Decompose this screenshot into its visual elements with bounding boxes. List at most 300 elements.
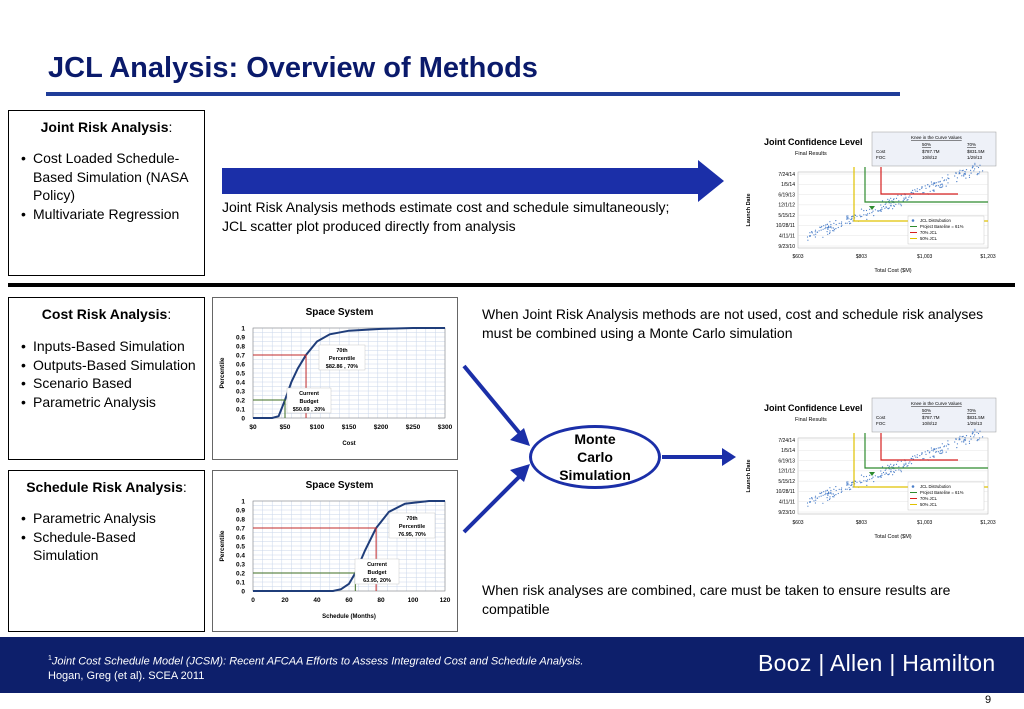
jcl-point	[841, 223, 842, 224]
y-tick-label: 7/24/14	[778, 437, 795, 444]
jcl-point	[807, 236, 808, 237]
chart-subtitle: Final Results	[795, 417, 827, 423]
jcl-point	[821, 496, 822, 497]
y-tick-label: 0.6	[235, 361, 245, 369]
jcl-point	[859, 481, 860, 482]
jcl-point	[880, 470, 881, 471]
jcl-point	[898, 469, 899, 470]
knee-table-header: Knee in the Curve Values	[911, 135, 962, 140]
knee-table-col: 70%	[967, 142, 977, 147]
jcl-point	[815, 231, 816, 232]
jcl-point	[908, 197, 909, 198]
jcl-point	[961, 175, 962, 176]
x-tick-label: $1,203	[980, 520, 996, 526]
jcl-point	[827, 490, 828, 491]
jcl-point	[821, 230, 822, 231]
y-tick-label: 5/15/12	[778, 478, 795, 485]
jcl-point	[827, 234, 828, 235]
jcl-point	[815, 502, 816, 503]
jcl-point	[872, 211, 873, 212]
jcl-point	[972, 165, 973, 166]
knee-table-cell: 1/29/13	[967, 155, 983, 160]
jcl-point	[822, 503, 823, 504]
jcl-point	[901, 461, 902, 462]
jcl-point	[894, 472, 895, 473]
y-tick-label: 0.4	[235, 379, 245, 387]
jcl-point	[887, 208, 888, 209]
jcl-point	[923, 192, 924, 193]
jcl-point	[959, 170, 960, 171]
knee-table-cell: 1/29/13	[967, 421, 983, 426]
jcl-point	[919, 189, 920, 190]
list-item: • Outputs-Based Simulation	[23, 356, 204, 375]
jcl-point	[841, 491, 842, 492]
jcl-point	[833, 493, 834, 494]
jcl-point	[860, 216, 861, 217]
jcl-point	[867, 213, 868, 214]
budget-annotation: Budget	[367, 570, 387, 576]
jcl-point	[815, 236, 816, 237]
jcl-point	[830, 224, 831, 225]
jcl-point	[933, 191, 934, 192]
jcl-point	[882, 466, 883, 467]
jcl-point	[882, 200, 883, 201]
jcl-point	[900, 470, 901, 471]
y-axis-label: Launch Date	[746, 459, 752, 493]
jcl-point	[965, 444, 966, 445]
jcl-point	[880, 204, 881, 205]
jcl-point	[963, 441, 964, 442]
jcl-point	[811, 231, 812, 232]
jcl-point	[827, 231, 828, 232]
jcl-point	[815, 497, 816, 498]
jcl-point	[901, 205, 902, 206]
jcl-point	[948, 178, 949, 179]
jcl-point	[825, 493, 826, 494]
knee-table-cell: $831.5M	[967, 149, 985, 154]
x-axis-label: Schedule (Months)	[322, 614, 376, 620]
jcl-point	[881, 209, 882, 210]
jcl-point	[813, 500, 814, 501]
jcl-point	[892, 474, 893, 475]
jcl-point	[819, 493, 820, 494]
jcl-point	[885, 204, 886, 205]
jcl-point	[933, 184, 934, 185]
jcl-point	[969, 175, 970, 176]
list-item: • Multivariate Regression	[23, 205, 204, 224]
jcl-point	[875, 475, 876, 476]
x-tick-label: 100	[407, 597, 419, 604]
y-axis-label: Launch Date	[746, 193, 752, 227]
jcl-point	[948, 444, 949, 445]
jcl-point	[896, 464, 897, 465]
jcl-point	[850, 489, 851, 490]
jcl-point	[959, 173, 960, 174]
x-tick-label: 80	[377, 597, 385, 604]
jcl-point	[946, 179, 947, 180]
jcl-point	[881, 477, 882, 478]
joint-risk-list	[9, 149, 204, 223]
knee-table-cell: 10/8/12	[922, 421, 938, 426]
jcl-point	[863, 214, 864, 215]
jcl-point	[869, 479, 870, 480]
knee-table-col: 50%	[922, 142, 932, 147]
jcl-point	[829, 230, 830, 231]
jcl-point	[826, 227, 827, 228]
jcl-point	[938, 451, 939, 452]
jcl-point	[978, 433, 979, 434]
schedule-s-curve-chart	[212, 470, 458, 632]
jcl-point	[820, 227, 821, 228]
jcl-point	[925, 454, 926, 455]
jcl-point	[893, 465, 894, 466]
jcl-point	[847, 217, 848, 218]
jcl-point	[833, 230, 834, 231]
y-tick-label: 0	[241, 415, 245, 423]
jcl-point	[848, 484, 849, 485]
joint-risk-box	[8, 110, 205, 276]
jcl-point	[947, 448, 948, 449]
knee-table-cell: $787.7M	[922, 415, 940, 420]
jcl-point	[828, 227, 829, 228]
jcl-point	[885, 470, 886, 471]
jcl-point	[883, 206, 884, 207]
jcl-point	[807, 240, 808, 241]
jcl-point	[832, 496, 833, 497]
jcl-point	[896, 198, 897, 199]
jcl-point	[898, 200, 899, 201]
y-tick-label: 1	[241, 325, 245, 333]
title-underline	[46, 92, 900, 96]
jcl-point	[841, 489, 842, 490]
jcl-point	[847, 484, 848, 485]
x-tick-label: $603	[792, 520, 804, 526]
knee-table-cell: $831.5M	[967, 415, 985, 420]
y-tick-label: 1/5/14	[781, 182, 795, 189]
jcl-point	[847, 489, 848, 490]
jcl-point	[943, 180, 944, 181]
jcl-point	[892, 208, 893, 209]
jcl-point	[821, 226, 822, 227]
jcl-point	[865, 480, 866, 481]
p70-annotation: Percentile	[328, 356, 356, 362]
jcl-point	[966, 435, 967, 436]
knee-table-cell: $787.7M	[922, 149, 940, 154]
y-tick-label: 10/28/11	[775, 489, 795, 496]
jcl-point	[959, 437, 960, 438]
jcl-point	[869, 213, 870, 214]
jcl-point	[936, 182, 937, 183]
jcl-point	[827, 224, 828, 225]
jcl-point	[897, 195, 898, 196]
jcl-point	[931, 447, 932, 448]
jcl-point	[906, 466, 907, 467]
y-tick-label: 0.9	[235, 507, 245, 515]
x-tick-label: $0	[249, 424, 257, 431]
jcl-point	[835, 220, 836, 221]
jcl-point	[933, 190, 934, 191]
budget-annotation: 63.95, 20%	[363, 578, 391, 584]
jcl-point	[911, 192, 912, 193]
jcl-point	[909, 195, 910, 196]
jcl-point	[974, 429, 975, 430]
jcl-point	[931, 184, 932, 185]
footnote: $^1$Joint Cost Schedule Model (JCSM): Recent AFCAA Efforts to Assess Integrated Cost and Schedule Analysis. Hogan, Greg (et al). SCEA 2011	[48, 655, 584, 682]
jcl-point	[829, 487, 830, 488]
jcl-point	[978, 167, 979, 168]
legend-entry: 70% JCL	[920, 496, 937, 501]
jcl-point	[970, 436, 971, 437]
jcl-chart-top	[738, 130, 1000, 278]
jcl-point	[823, 491, 824, 492]
x-tick-label: 0	[251, 597, 255, 604]
jcl-point	[863, 210, 864, 211]
jcl-point	[939, 187, 940, 188]
jcl-point	[903, 200, 904, 201]
jcl-point	[933, 450, 934, 451]
knee-table-cell: Cost	[876, 149, 886, 154]
jcl-point	[947, 174, 948, 175]
x-tick-label: $1,003	[917, 520, 933, 526]
jcl-point	[977, 173, 978, 174]
jcl-point	[900, 204, 901, 205]
jcl-point	[863, 480, 864, 481]
jcl-point	[890, 471, 891, 472]
jcl-point	[955, 438, 956, 439]
jcl-point	[947, 440, 948, 441]
jcl-point	[835, 228, 836, 229]
y-axis-label: Percentile	[219, 357, 226, 389]
jcl-point	[807, 502, 808, 503]
jcl-point	[833, 223, 834, 224]
list-item: • Scenario Based	[23, 374, 204, 393]
jcl-point	[974, 168, 975, 169]
x-tick-label: $803	[855, 520, 867, 526]
y-tick-label: 0.2	[235, 397, 245, 405]
jcl-point	[889, 466, 890, 467]
y-axis-label: Percentile	[219, 530, 226, 562]
jcl-point	[931, 450, 932, 451]
jcl-point	[815, 500, 816, 501]
jcl-point	[976, 432, 977, 433]
jcl-point	[845, 223, 846, 224]
jcl-point	[830, 492, 831, 493]
jcl-point	[846, 482, 847, 483]
jcl-point	[905, 197, 906, 198]
jcl-point	[915, 191, 916, 192]
jcl-point	[930, 457, 931, 458]
jcl-point	[923, 458, 924, 459]
jcl-point	[933, 457, 934, 458]
jcl-point	[879, 210, 880, 211]
jcl-point	[908, 463, 909, 464]
monte-arrow	[660, 440, 740, 474]
compat-text: When risk analyses are combined, care must be taken to ensure results are compatible	[482, 582, 951, 617]
jcl-point	[965, 440, 966, 441]
cost-risk-list	[9, 337, 204, 411]
y-tick-label: 0.3	[235, 561, 245, 569]
legend-entry: Project Baseline = 61%	[920, 490, 964, 495]
jcl-point	[835, 486, 836, 487]
cost-s-curve-chart	[212, 297, 458, 460]
jcl-point	[946, 445, 947, 446]
jcl-point	[810, 235, 811, 236]
jcl-point	[861, 216, 862, 217]
jcl-point	[972, 433, 973, 434]
p70-annotation: Percentile	[398, 524, 426, 530]
jcl-point	[841, 226, 842, 227]
jcl-point	[922, 192, 923, 193]
jcl-point	[922, 458, 923, 459]
jcl-point	[909, 461, 910, 462]
jcl-point	[819, 230, 820, 231]
jcl-point	[905, 463, 906, 464]
jcl-point	[921, 454, 922, 455]
jcl-point	[881, 211, 882, 212]
jcl-point	[827, 229, 828, 230]
jcl-point	[973, 170, 974, 171]
jcl-point	[912, 190, 913, 191]
budget-annotation: Current	[299, 391, 319, 397]
jcl-point	[871, 478, 872, 479]
jcl-point	[895, 470, 896, 471]
x-tick-label: 40	[313, 597, 321, 604]
y-tick-label: 0.6	[235, 534, 245, 542]
jcl-point	[941, 453, 942, 454]
y-tick-label: 6/19/13	[778, 192, 795, 199]
jcl-point	[971, 439, 972, 440]
jcl-point	[819, 496, 820, 497]
y-tick-label: 0.8	[235, 516, 245, 524]
jcl-point	[965, 174, 966, 175]
jcl-point	[833, 496, 834, 497]
jcl-point	[861, 209, 862, 210]
y-tick-label: 9/23/10	[778, 243, 795, 250]
jcl-point	[977, 440, 978, 441]
jcl-point	[905, 198, 906, 199]
jcl-point	[940, 447, 941, 448]
chart-title: Joint Confidence Level	[764, 403, 863, 413]
jcl-point	[941, 450, 942, 451]
jcl-point	[965, 439, 966, 440]
jcl-point	[895, 204, 896, 205]
jcl-point	[856, 216, 857, 217]
jcl-point	[891, 466, 892, 467]
knee-table-cell: 10/8/12	[922, 155, 938, 160]
jcl-point	[904, 465, 905, 466]
section-divider	[8, 283, 1015, 287]
x-tick-label: $803	[855, 254, 867, 260]
knee-table-col: 50%	[922, 408, 932, 413]
y-tick-label: 0.2	[235, 570, 245, 578]
jcl-point	[887, 199, 888, 200]
jcl-point	[849, 221, 850, 222]
jcl-point	[898, 203, 899, 204]
jcl-point	[964, 171, 965, 172]
jcl-point	[959, 436, 960, 437]
jcl-point	[940, 450, 941, 451]
jcl-point	[865, 214, 866, 215]
jcl-point	[847, 481, 848, 482]
jcl-point	[940, 184, 941, 185]
monte-line2: Carlo	[577, 449, 613, 465]
jcl-point	[963, 174, 964, 175]
knee-table-cell: FOC	[876, 155, 886, 160]
legend-entry: Project Baseline = 61%	[920, 224, 964, 229]
jcl-point	[819, 227, 820, 228]
jcl-point	[956, 447, 957, 448]
knee-table-header: Knee in the Curve Values	[911, 401, 962, 406]
jcl-point	[835, 494, 836, 495]
page-number: 9	[985, 694, 992, 706]
jcl-point	[911, 463, 912, 464]
jcl-point	[970, 170, 971, 171]
joint-risk-heading: Joint Risk Analysis:	[40, 119, 173, 135]
jcl-point	[849, 487, 850, 488]
jcl-point	[881, 207, 882, 208]
jcl-point	[823, 495, 824, 496]
p70-annotation: 70th	[406, 516, 418, 522]
jcl-point	[890, 198, 891, 199]
jcl-point	[825, 224, 826, 225]
jcl-point	[887, 465, 888, 466]
x-axis-label: Total Cost ($M)	[874, 534, 912, 540]
jcl-point	[974, 164, 975, 165]
jcl-point	[925, 451, 926, 452]
jcl-point	[946, 186, 947, 187]
jcl-point	[936, 185, 937, 186]
p70-annotation: $82.86 , 70%	[325, 364, 359, 370]
jcl-point	[873, 215, 874, 216]
jcl-point	[922, 186, 923, 187]
jcl-point	[976, 166, 977, 167]
schedule-risk-heading: Schedule Risk Analysis:	[26, 479, 187, 495]
jcl-point	[934, 448, 935, 449]
cost-s-curve-svg	[213, 298, 456, 458]
jcl-point	[820, 493, 821, 494]
jcl-point	[839, 489, 840, 490]
legend-swatch	[912, 485, 915, 488]
cost-risk-heading: Cost Risk Analysis:	[41, 306, 172, 322]
list-item: • Parametric Analysis	[23, 509, 204, 528]
jcl-point	[834, 229, 835, 230]
jcl-point	[883, 472, 884, 473]
jcl-point	[815, 230, 816, 231]
jcl-point	[841, 487, 842, 488]
jcl-point	[890, 464, 891, 465]
jcl-point	[881, 473, 882, 474]
jcl-point	[833, 227, 834, 228]
jcl-point	[963, 440, 964, 441]
x-tick-label: 120	[439, 597, 451, 604]
y-tick-label: 12/1/12	[778, 468, 795, 475]
jcl-point	[866, 210, 867, 211]
jcl-point	[875, 209, 876, 210]
jcl-point	[914, 189, 915, 190]
jcl-point	[827, 495, 828, 496]
list-item: • Parametric Analysis	[23, 393, 204, 412]
jcl-point	[978, 439, 979, 440]
jcl-point	[963, 175, 964, 176]
jcl-point	[963, 436, 964, 437]
legend-swatch	[912, 219, 915, 222]
jcl-point	[911, 458, 912, 459]
jcl-point	[823, 225, 824, 226]
jcl-point	[943, 446, 944, 447]
y-tick-label: 0.5	[235, 543, 245, 551]
jcl-point	[956, 181, 957, 182]
jcl-point	[847, 215, 848, 216]
